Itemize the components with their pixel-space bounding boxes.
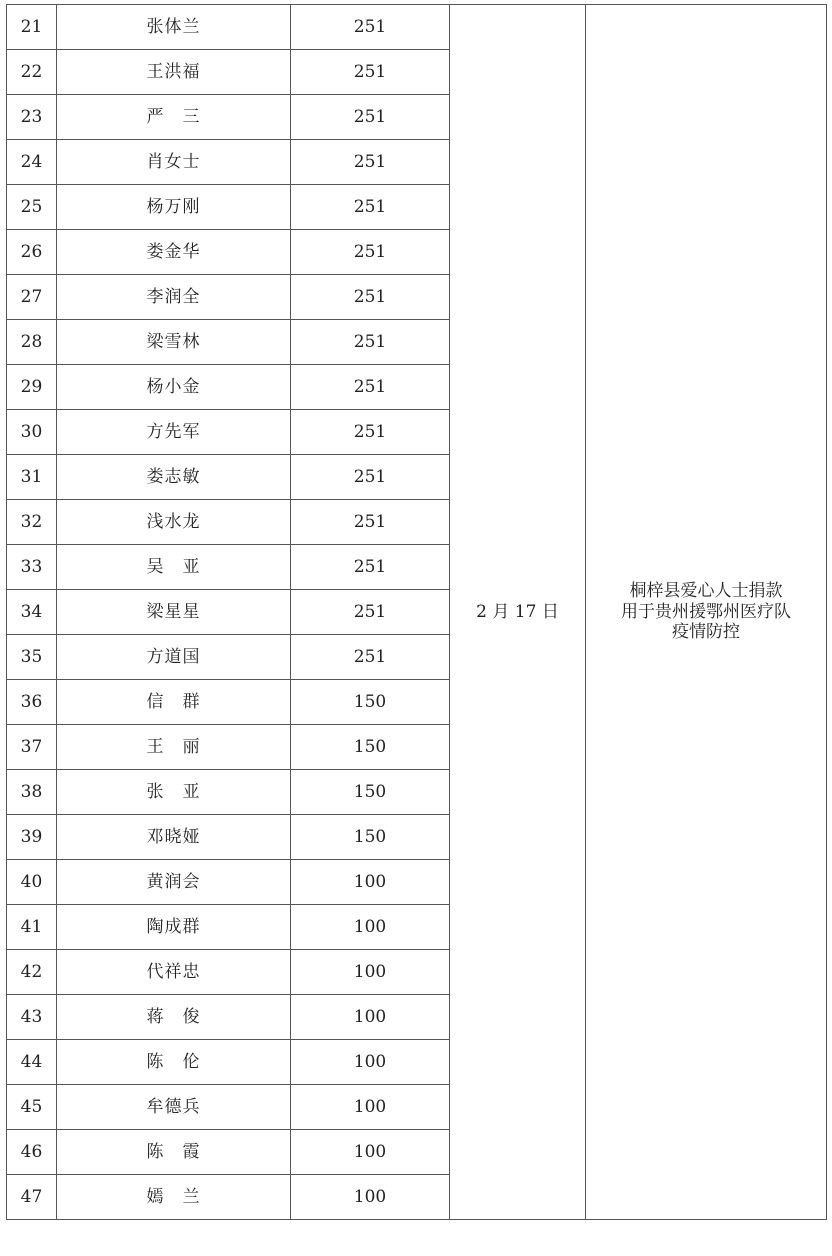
donation-amount: 251 xyxy=(291,230,450,275)
donation-table-body xyxy=(7,5,827,1220)
donor-name: 李润全 xyxy=(57,275,291,320)
row-number: 22 xyxy=(7,50,57,95)
donation-table xyxy=(6,4,827,1220)
donor-name: 张体兰 xyxy=(57,5,291,50)
donor-name: 张 亚 xyxy=(57,770,291,815)
donor-name: 方先军 xyxy=(57,410,291,455)
note-line: 桐梓县爱心人士捐款 xyxy=(629,581,783,602)
row-number: 46 xyxy=(7,1130,57,1175)
donor-name: 娄金华 xyxy=(57,230,291,275)
donor-name: 牟德兵 xyxy=(57,1085,291,1130)
donation-amount: 251 xyxy=(291,365,450,410)
donation-amount: 251 xyxy=(291,410,450,455)
row-number: 34 xyxy=(7,590,57,635)
donor-name: 杨万刚 xyxy=(57,185,291,230)
donor-name: 黄润会 xyxy=(57,860,291,905)
donor-name: 吴 亚 xyxy=(57,545,291,590)
donor-name: 王洪福 xyxy=(57,50,291,95)
donation-amount: 100 xyxy=(291,1040,450,1085)
row-number: 37 xyxy=(7,725,57,770)
row-number: 29 xyxy=(7,365,57,410)
row-number: 36 xyxy=(7,680,57,725)
row-number: 21 xyxy=(7,5,57,50)
donation-amount: 251 xyxy=(291,275,450,320)
note-line: 疫情防控 xyxy=(672,622,740,643)
row-number: 40 xyxy=(7,860,57,905)
row-number: 30 xyxy=(7,410,57,455)
donor-name: 严 三 xyxy=(57,95,291,140)
row-number: 31 xyxy=(7,455,57,500)
donor-name: 梁雪林 xyxy=(57,320,291,365)
row-number: 26 xyxy=(7,230,57,275)
donor-name: 嫣 兰 xyxy=(57,1175,291,1220)
donation-amount: 251 xyxy=(291,185,450,230)
row-number: 45 xyxy=(7,1085,57,1130)
row-number: 44 xyxy=(7,1040,57,1085)
donor-name: 杨小金 xyxy=(57,365,291,410)
donation-amount: 100 xyxy=(291,860,450,905)
donation-amount: 251 xyxy=(291,320,450,365)
row-number: 28 xyxy=(7,320,57,365)
donor-name: 代祥忠 xyxy=(57,950,291,995)
donation-amount: 100 xyxy=(291,1130,450,1175)
donation-amount: 150 xyxy=(291,725,450,770)
table-row xyxy=(7,5,827,50)
donation-amount: 251 xyxy=(291,50,450,95)
donation-amount: 251 xyxy=(291,590,450,635)
row-number: 47 xyxy=(7,1175,57,1220)
donor-name: 信 群 xyxy=(57,680,291,725)
donation-amount: 150 xyxy=(291,770,450,815)
row-number: 41 xyxy=(7,905,57,950)
row-number: 39 xyxy=(7,815,57,860)
donor-name: 娄志敏 xyxy=(57,455,291,500)
donation-amount: 100 xyxy=(291,1085,450,1130)
donor-name: 梁星星 xyxy=(57,590,291,635)
row-number: 32 xyxy=(7,500,57,545)
row-number: 24 xyxy=(7,140,57,185)
row-number: 35 xyxy=(7,635,57,680)
row-number: 27 xyxy=(7,275,57,320)
donor-name: 蒋 俊 xyxy=(57,995,291,1040)
donation-amount: 251 xyxy=(291,140,450,185)
row-number: 43 xyxy=(7,995,57,1040)
donation-amount: 150 xyxy=(291,815,450,860)
donor-name: 肖女士 xyxy=(57,140,291,185)
donation-amount: 150 xyxy=(291,680,450,725)
donation-amount: 100 xyxy=(291,1175,450,1220)
donation-amount: 100 xyxy=(291,950,450,995)
donor-name: 浅水龙 xyxy=(57,500,291,545)
donation-date: 2 月 17 日 xyxy=(450,5,586,1220)
row-number: 23 xyxy=(7,95,57,140)
row-number: 33 xyxy=(7,545,57,590)
donation-amount: 100 xyxy=(291,905,450,950)
donation-amount: 251 xyxy=(291,635,450,680)
donor-name: 王 丽 xyxy=(57,725,291,770)
row-number: 42 xyxy=(7,950,57,995)
donation-purpose-note xyxy=(586,5,827,1220)
donation-amount: 251 xyxy=(291,455,450,500)
donor-name: 邓晓娅 xyxy=(57,815,291,860)
donation-amount: 251 xyxy=(291,500,450,545)
row-number: 25 xyxy=(7,185,57,230)
donor-name: 陈 霞 xyxy=(57,1130,291,1175)
note-line: 用于贵州援鄂州医疗队 xyxy=(621,601,791,622)
donation-amount: 251 xyxy=(291,5,450,50)
donor-name: 陶成群 xyxy=(57,905,291,950)
row-number: 38 xyxy=(7,770,57,815)
donor-name: 方道国 xyxy=(57,635,291,680)
donation-amount: 100 xyxy=(291,995,450,1040)
donation-amount: 251 xyxy=(291,545,450,590)
donor-name: 陈 伦 xyxy=(57,1040,291,1085)
donation-amount: 251 xyxy=(291,95,450,140)
